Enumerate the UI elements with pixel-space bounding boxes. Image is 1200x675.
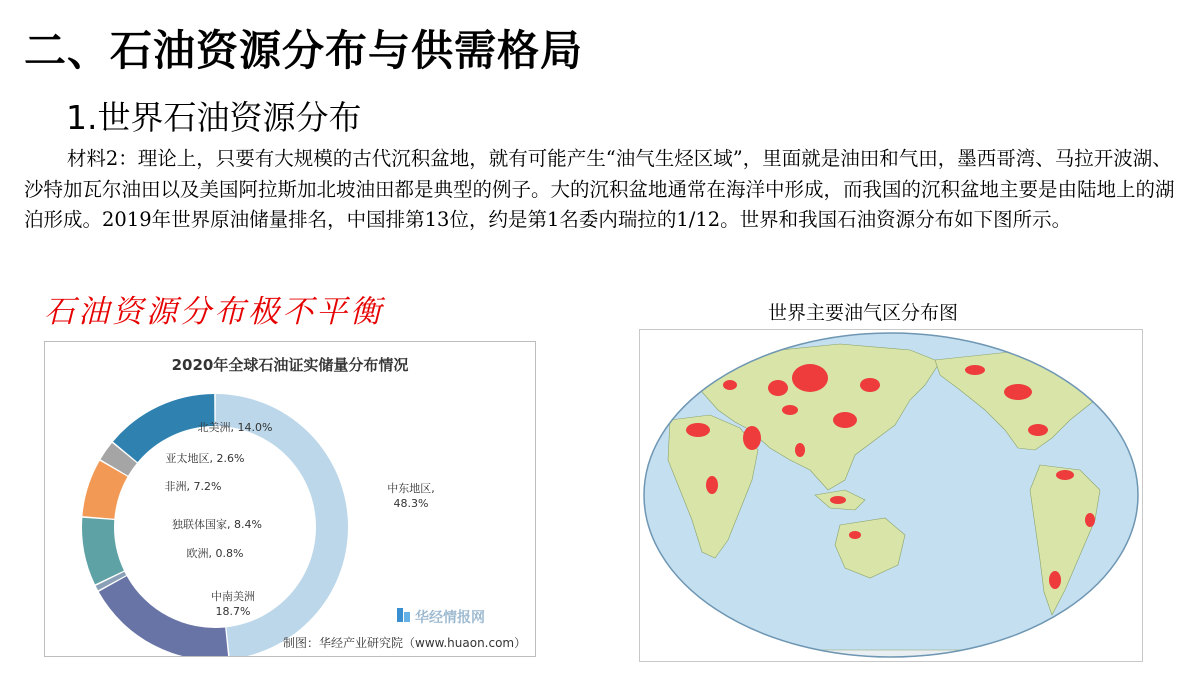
donut-label-5: 亚太地区, 2.6%: [165, 452, 245, 465]
donut-label-0-line0: 中东地区,: [387, 482, 435, 495]
oil-region-venezuela: [1056, 470, 1074, 480]
oil-region-china: [833, 412, 857, 428]
emphasis-statement: 石油资源分布极不平衡: [44, 294, 384, 330]
section-subtitle: 1.世界石油资源分布: [66, 98, 362, 137]
donut-label-1-line0: 中南美洲: [211, 590, 255, 603]
chart-source: 制图：华经产业研究院（www.huaon.com）: [283, 636, 527, 650]
oil-region-alaska: [965, 365, 985, 375]
oil-region-caspian: [782, 405, 798, 415]
chart-title: 2020年全球石油证实储量分布情况: [171, 356, 409, 374]
donut-chart: [45, 342, 535, 656]
donut-slice-1: [99, 576, 229, 656]
world-oil-map: [639, 329, 1143, 662]
oil-region-west-canada: [1004, 384, 1032, 400]
oil-region-persian-gulf: [743, 426, 761, 450]
donut-label-2: 欧洲, 0.8%: [186, 547, 244, 560]
oil-region-east-siberia: [860, 378, 880, 392]
oil-region-brazil: [1085, 513, 1095, 527]
oil-region-west-africa: [706, 476, 718, 494]
oil-region-west-siberia: [792, 364, 828, 392]
oil-region-north-sea: [723, 380, 737, 390]
oil-region-volga-ural: [768, 380, 788, 396]
material-paragraph: 材料2：理论上，只要有大规模的古代沉积盆地，就有可能产生“油气生烃区域”，里面就是油田和气田，墨西哥湾、马拉开波湖、沙特加瓦尔油田以及美国阿拉斯加北坡油田都是典型的例子。大的沉积盆地通常在海洋中形成，而我国的沉积盆地主要是由陆地上的湖泊形成。2019年世界原油储量排名，中国排第13位，约是第1名委内瑞拉的1/12。世界和我国石油资源分布如下图所示。: [24, 147, 1175, 231]
map-caption: 世界主要油气区分布图: [768, 302, 959, 324]
donut-slice-3: [82, 518, 124, 585]
donut-label-0-line1: 48.3%: [393, 497, 429, 510]
oil-region-gulf-of-mexico: [1028, 424, 1048, 436]
watermark-logo: [397, 608, 485, 626]
oil-region-argentina: [1049, 571, 1061, 589]
donut-label-1-line1: 18.7%: [215, 605, 251, 618]
oil-region-indonesia: [830, 496, 846, 504]
donut-chart-panel: [44, 341, 536, 657]
slide-title: 二、石油资源分布与供需格局: [24, 26, 584, 75]
watermark-text: 华经情报网: [415, 610, 485, 626]
donut-label-4: 非洲, 7.2%: [164, 480, 222, 493]
oil-region-north-africa: [686, 423, 710, 437]
donut-label-6: 北美洲, 14.0%: [197, 421, 273, 434]
map-svg: [640, 330, 1142, 661]
oil-region-india: [795, 443, 805, 457]
oil-region-australia: [849, 531, 861, 539]
donut-label-3: 独联体国家, 8.4%: [172, 518, 262, 531]
